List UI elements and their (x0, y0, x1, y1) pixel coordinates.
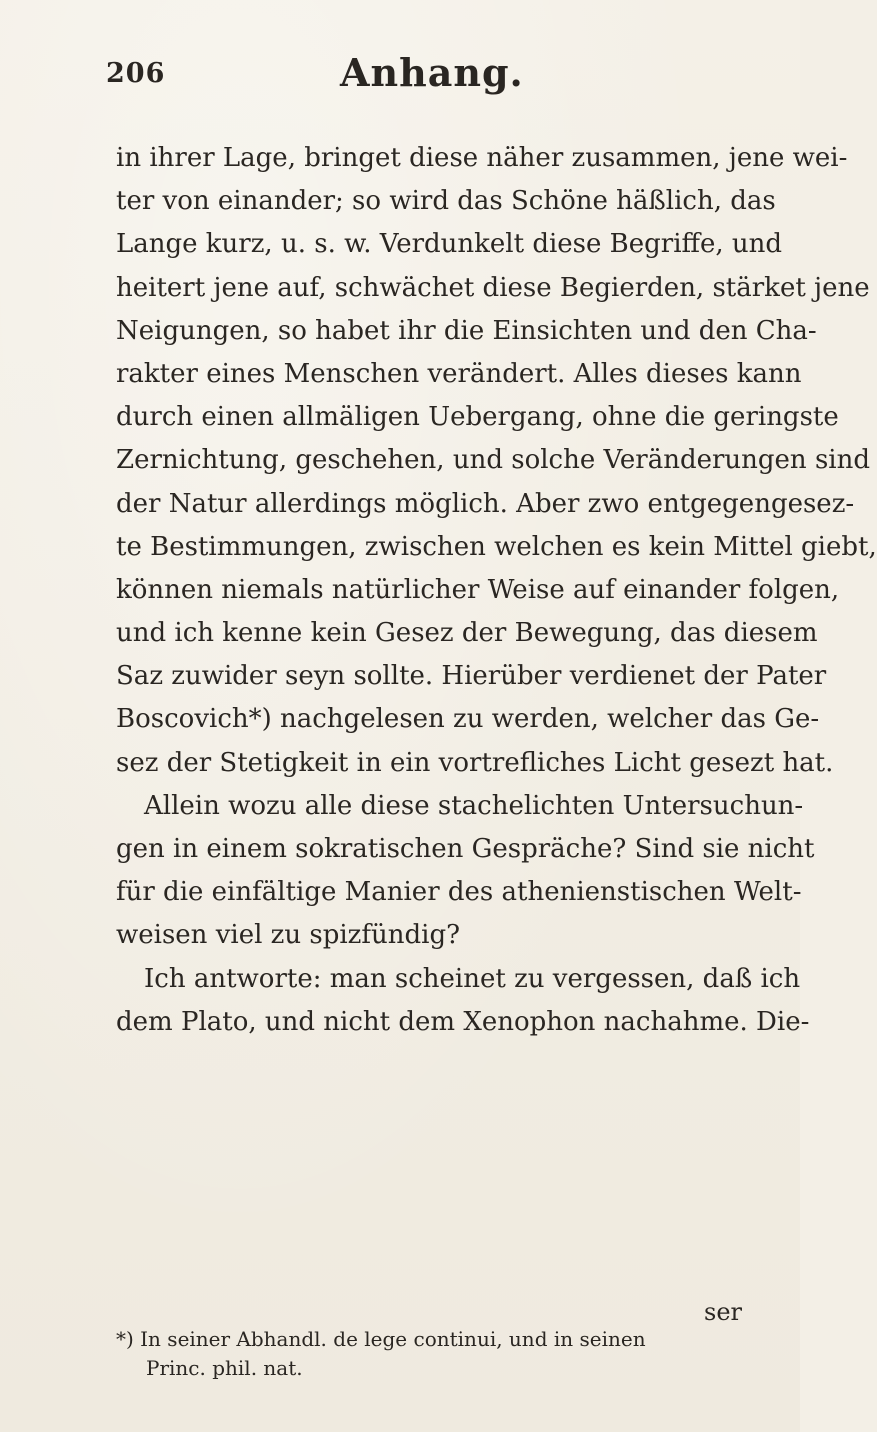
text-line: heitert jene auf, schwächet diese Begierden, stärket jene (116, 272, 870, 303)
text-line: und ich kenne kein Gesez der Bewegung, das diesem (116, 618, 818, 649)
text-line: ter von einander; so wird das Schöne häßlich, das (116, 186, 776, 217)
page-number: 206 (106, 58, 166, 89)
text-line: gen in einem sokratischen Gespräche? Sind sie nicht (116, 834, 815, 864)
text-line: Saz zuwider seyn sollte. Hierüber verdienet der Pater (116, 661, 827, 692)
catchword: ser (704, 1298, 742, 1326)
paragraph-end-line: weisen viel zu spizfündig? (116, 920, 461, 951)
text-line: können niemals natürlicher Weise auf einander folgen, (116, 574, 840, 605)
text-line: dem Plato, und nicht dem Xenophon nachahme. Die‑ (116, 1006, 810, 1037)
footnote-line: Princ. phil. nat. (146, 1356, 303, 1380)
paragraph-start-line: Ich antworte: man scheinet zu vergessen, daß ich (144, 963, 801, 994)
text-line: Neigungen, so habet ihr die Einsichten und den Cha‑ (116, 315, 817, 346)
text-line: Zernichtung, geschehen, und solche Veränderungen sind (116, 445, 870, 476)
text-line: durch einen allmäligen Uebergang, ohne die geringste (116, 402, 839, 433)
running-title: Anhang. (340, 50, 524, 95)
text-line: sez der Stetigkeit in ein vortrefliches Licht gesezt hat. (116, 747, 834, 778)
text-line: in ihrer Lage, bringet diese näher zusammen, jene wei‑ (116, 143, 848, 173)
text-line: der Natur allerdings möglich. Aber zwo entgegengesez‑ (116, 488, 855, 519)
page-header (0, 0, 800, 120)
text-line: für die einfältige Manier des athenienstischen Welt‑ (116, 877, 802, 908)
footnote-line: *) In seiner Abhandl. de lege continui, und in seinen (116, 1327, 646, 1351)
paragraph-start-line: Allein wozu alle diese stachelichten Untersuchun‑ (144, 790, 804, 821)
text-line: rakter eines Menschen verändert. Alles dieses kann (116, 358, 802, 389)
text-line: Lange kurz, u. s. w. Verdunkelt diese Begriffe, und (116, 229, 783, 260)
text-line: te Bestimmungen, zwischen welchen es kein Mittel giebt, (116, 531, 877, 562)
footnote (116, 1325, 756, 1383)
text-line: Boscovich*) nachgelesen zu werden, welcher das Ge‑ (116, 704, 820, 735)
body-text (116, 137, 877, 1044)
